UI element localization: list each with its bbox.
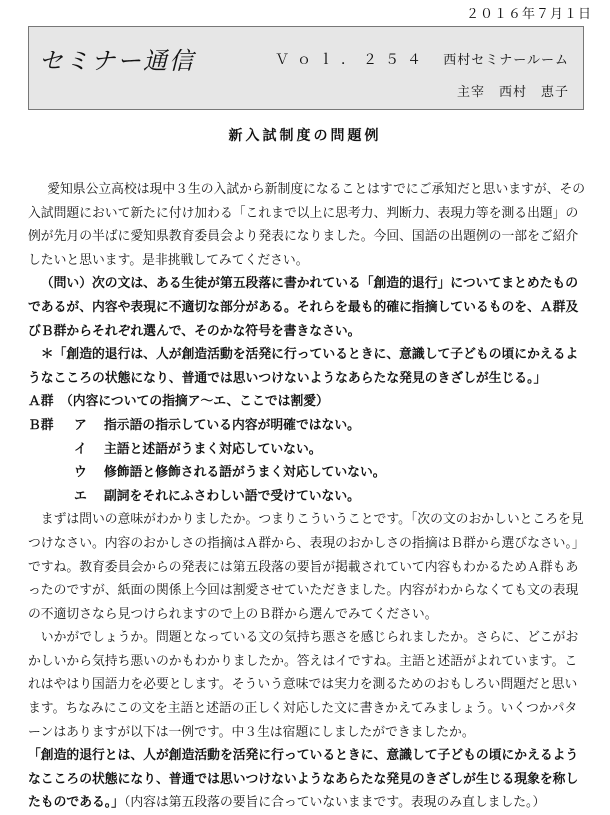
editor-name: 西村 恵子 xyxy=(498,85,569,100)
choice-row xyxy=(28,461,590,485)
quoted-sentence: ＊「創造的退行は、人が創造活動を活発に行っているときに、意識して子どもの頃にかえるようなこころの状態になり、普通では思いつけないようなあらたな発見のきざしが生じる。」 xyxy=(28,347,579,386)
choice-text: 副詞をそれにふさわしい語で受けていない。 xyxy=(104,488,360,504)
organization-name: 西村セミナールーム xyxy=(443,53,569,68)
question-paragraph: （問い）次の文は、ある生徒が第五段落に書かれている「創造的退行」についてまとめたものであるが、内容や表現に不適切な部分がある。それらを最も的確に指摘しているものを、Ａ群及びＢ群からそれぞれ選んで、そのかな符号を書きなさい。 xyxy=(28,276,579,339)
answer-sentence: 「創造的退行とは、人が創造活動を活発に行っているときに、意識して子どもの頃にかえるようなこころの状態になり、普通では思いつけないようなあらたな発見のきざしが生じる現象を称したものである。」 xyxy=(28,748,579,811)
intro-paragraph: 愛知県公立高校は現中３生の入試から新制度になることはすでにご承知だと思いますが、その入試問題において新たに付け加わる「これまで以上に思考力、判断力、表現力等を測る出題」の例が先月の半ばに愛知県教育委員会より発表になりました。今回、国語の出題例の一部をご紹介したいと思います。是非挑戦してみてください。 xyxy=(28,182,586,268)
choice-row xyxy=(28,438,590,462)
choice-text: 修飾語と修飾される語がうまく対応していない。 xyxy=(104,465,386,481)
choice-letter: エ xyxy=(74,488,87,504)
explanation-paragraph-2: いかがでしょうか。問題となっている文の気持ち悪さを感じられましたか。さらに、どこがおかしいから気持ち悪いのかもわかりましたか。答えはイですね。主語と述語がよれています。これはやはり国語力を必要とします。そういう意味では実力を測るためのおもしろい問題だと思います。ちなみにこの文を主語と述語の正しく対応した文に書きかえてみましょう。いくつかパターンはありますが以下は一例です。中３生は宿題にしましたができましたか。 xyxy=(28,630,579,740)
volume-number: Ｖｏｌ．２５４ xyxy=(275,52,429,68)
answer-note: （内容は第五段落の要旨に合っていないままです。表現のみ直しました。） xyxy=(123,795,546,811)
choice-text: 指示語の指示している内容が明確ではない。 xyxy=(104,417,360,433)
newsletter-title: セミナー通信 xyxy=(39,47,195,75)
explanation-paragraph-1: まずは問いの意味がわかりましたか。つまりこういうことです。「次の文のおかしいところを見つけなさい。内容のおかしさの指摘はＡ群から、表現のおかしさの指摘はＢ群から選びなさい。」ですね。教育委員会からの発表には第五段落の要旨が掲載されていて内容もわかるためＡ群もあったのですが、紙面の関係上今回は割愛させていただきました。内容がわからなくても文の表現の不適切さなら見つけられますので上のＢ群から選んでみてください。 xyxy=(28,512,585,622)
editor-line xyxy=(457,81,569,100)
group-b-choices xyxy=(28,414,590,508)
issue-date: ２０１６年７月１日 xyxy=(465,7,592,22)
choice-row xyxy=(28,414,590,438)
group-a-line: Ａ群 （内容についての指摘ア～エ、ここでは割愛） xyxy=(28,394,329,410)
group-b-label: Ｂ群 xyxy=(28,417,54,433)
article-body xyxy=(28,178,590,815)
choice-letter: イ xyxy=(74,441,87,457)
editor-role: 主宰 xyxy=(456,85,485,100)
choice-row xyxy=(28,485,590,509)
choice-text: 主語と述語がうまく対応していない。 xyxy=(104,441,322,457)
choice-letter: ウ xyxy=(74,465,87,481)
article-title: 新入試制度の問題例 xyxy=(228,128,382,144)
choice-letter: ア xyxy=(74,417,87,433)
newsletter-header xyxy=(28,26,584,110)
answer-paragraph xyxy=(28,744,590,815)
